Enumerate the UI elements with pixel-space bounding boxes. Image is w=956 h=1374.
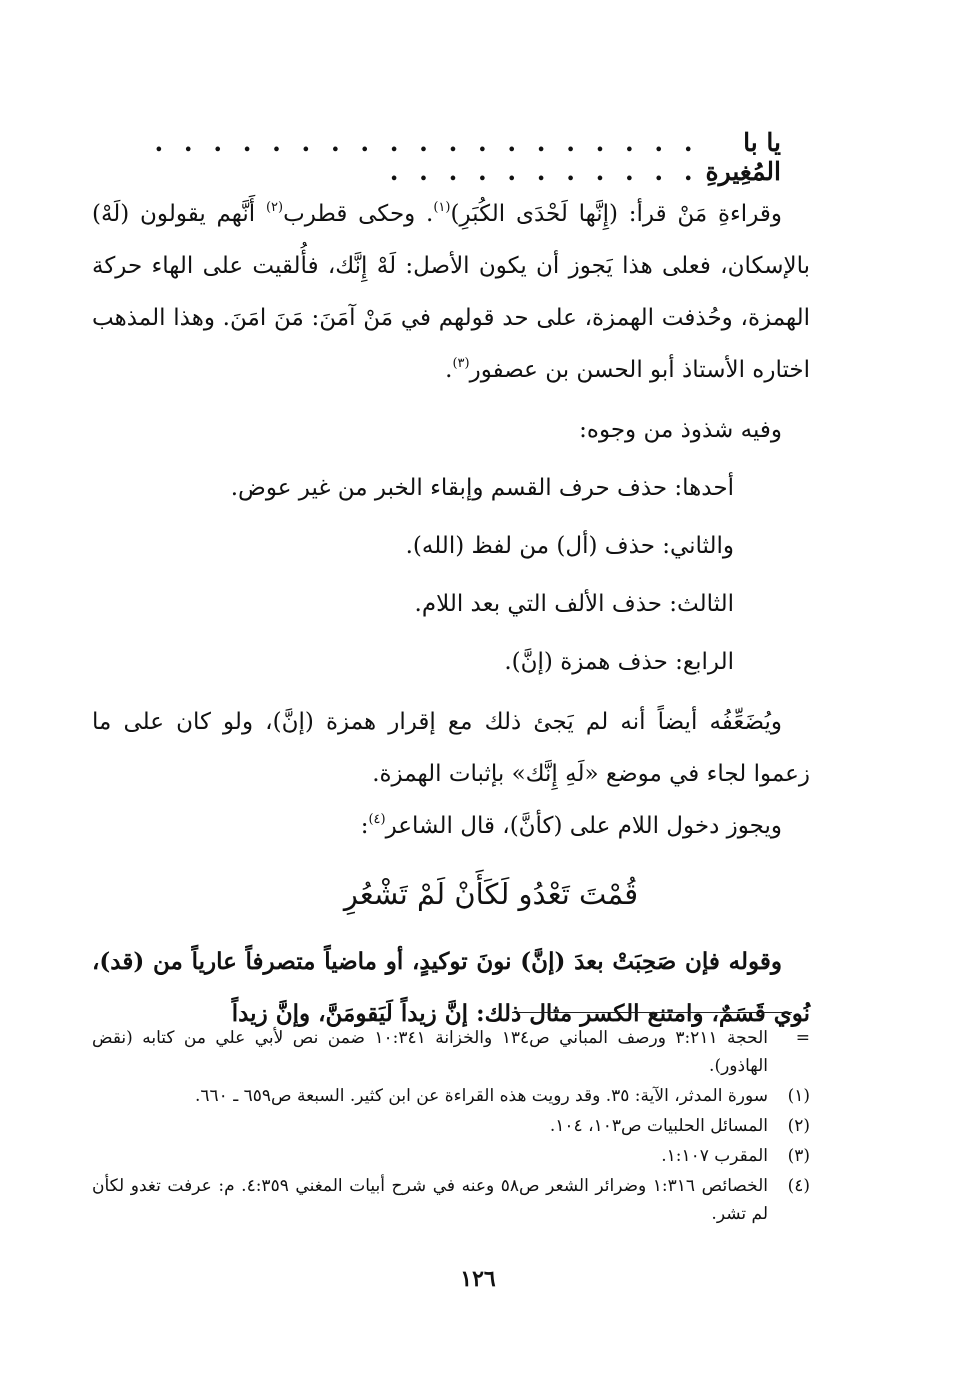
footnote-ref-2[interactable]: (٢)	[265, 200, 284, 215]
running-title: يا با المُغِيرةِ	[705, 128, 781, 186]
p1-text-a: وقراءةِ مَنْ قرأ: (إِنَّها لَحْدَى الكُبَرِ)	[450, 201, 782, 227]
footnote-mark: (٤)	[787, 1176, 810, 1196]
paragraph-4	[92, 800, 810, 852]
running-header	[141, 128, 781, 186]
footnote-0	[92, 1024, 810, 1080]
footnote-text: المسائل الحلبيات ص١٠٣، ١٠٤.	[549, 1116, 768, 1136]
footnote-mark: =	[795, 1028, 810, 1048]
list-item-3: الثالث: حذف الألف التي بعد اللام.	[414, 591, 734, 617]
list-item-1: أحدها: حذف حرف القسم وإبقاء الخبر من غير عوض.	[230, 475, 734, 501]
paragraph-2: وفيه شذوذ من وجوه:	[579, 417, 782, 443]
footnote-text: سورة المدثر، الآية: ٣٥. وقد رويت هذه القراءة عن ابن كثير. السبعة ص٦٥٩ ـ ٦٦٠.	[194, 1086, 768, 1106]
footnotes	[92, 1022, 810, 1228]
p4-text: ويجوز دخول اللام على (كأنَّ)، قال الشاعر	[385, 813, 782, 839]
footnote-mark: (٣)	[787, 1146, 810, 1166]
paragraph-5: وقوله فإن صَحِبَتْ بعدَ (إنَّ) نونَ توكيدٍ، أو ماضياً متصرفاً عارياً من (قد)، نُوي قَسَمٌ، وامتنع الكسر مثال ذلك: إنَّ زيداً لَيَقومَنَّ، وإنَّ زيداً	[92, 948, 810, 1027]
footnote-2	[92, 1112, 810, 1140]
p1-end: .	[445, 357, 453, 383]
paragraph-3: ويُضَعِّفُه أيضاً أنه لم يَجئ ذلك مع إقرار همزة (إنَّ)، ولو كان على ما زعموا لجاء في موضع «لَهِ إِنَّك» بإثبات الهمزة.	[92, 709, 810, 787]
footnote-3	[92, 1142, 810, 1170]
list-item-4: الرابع: حذف همزة (إنَّ).	[504, 649, 734, 675]
footnote-text: المقرب ١:١٠٧.	[661, 1146, 768, 1166]
footnote-text: الحجة ٣:٢١١ ورصف المباني ص١٣٤ والخزانة ١٠:٣٤١ ضمن نص لأبي علي من كتابه (نقض الهاذور).	[92, 1028, 768, 1076]
paragraph-1	[92, 188, 810, 396]
footnote-1	[92, 1082, 810, 1110]
header-dots: . . . . . . . . . . . . . . . . . . . . . . . . . . . . . .	[154, 128, 699, 186]
footnote-ref-1[interactable]: (١)	[433, 200, 451, 215]
footnote-ref-3[interactable]: (٣)	[452, 356, 470, 371]
footnote-4	[92, 1172, 810, 1228]
p1-text-b: . وحكى قطرب	[283, 201, 434, 227]
main-text	[92, 188, 810, 1040]
list-item-2: والثاني: حذف (أل) من لفظ (الله).	[405, 533, 734, 559]
footnote-divider	[512, 1012, 792, 1013]
page-number: ١٢٦	[460, 1266, 496, 1292]
poetry-verse: قُمْتَ تَعْدُو لَكَأَنْ لَمْ تَشْعُرِ	[343, 877, 639, 911]
footnote-mark: (١)	[787, 1086, 810, 1106]
footnote-ref-4[interactable]: (٤)	[368, 812, 386, 827]
p4-colon: :	[360, 813, 369, 839]
footnote-mark: (٢)	[787, 1116, 810, 1136]
footnote-text: الخصائص ١:٣١٦ وضرائر الشعر ص٥٨ وعنه في شرح أبيات المغني ٤:٣٥٩. م: عرفت تغدو لكأن لم تشر.	[92, 1176, 768, 1224]
p1-text-c: أَنَّهم يقولون (لَهْ) بالإسكان، فعلى هذا يَجوز أن يكون الأصل: لَهْ إِنَّك، فأُلقيت على الهاء حركة الهمزة، وحُذفت الهمزة، على حد قولهم في مَنْ آمَنَ: مَنَ امَنَ. وهذا المذهب اختاره الأستاذ أبو الحسن بن عصفور	[92, 201, 810, 383]
